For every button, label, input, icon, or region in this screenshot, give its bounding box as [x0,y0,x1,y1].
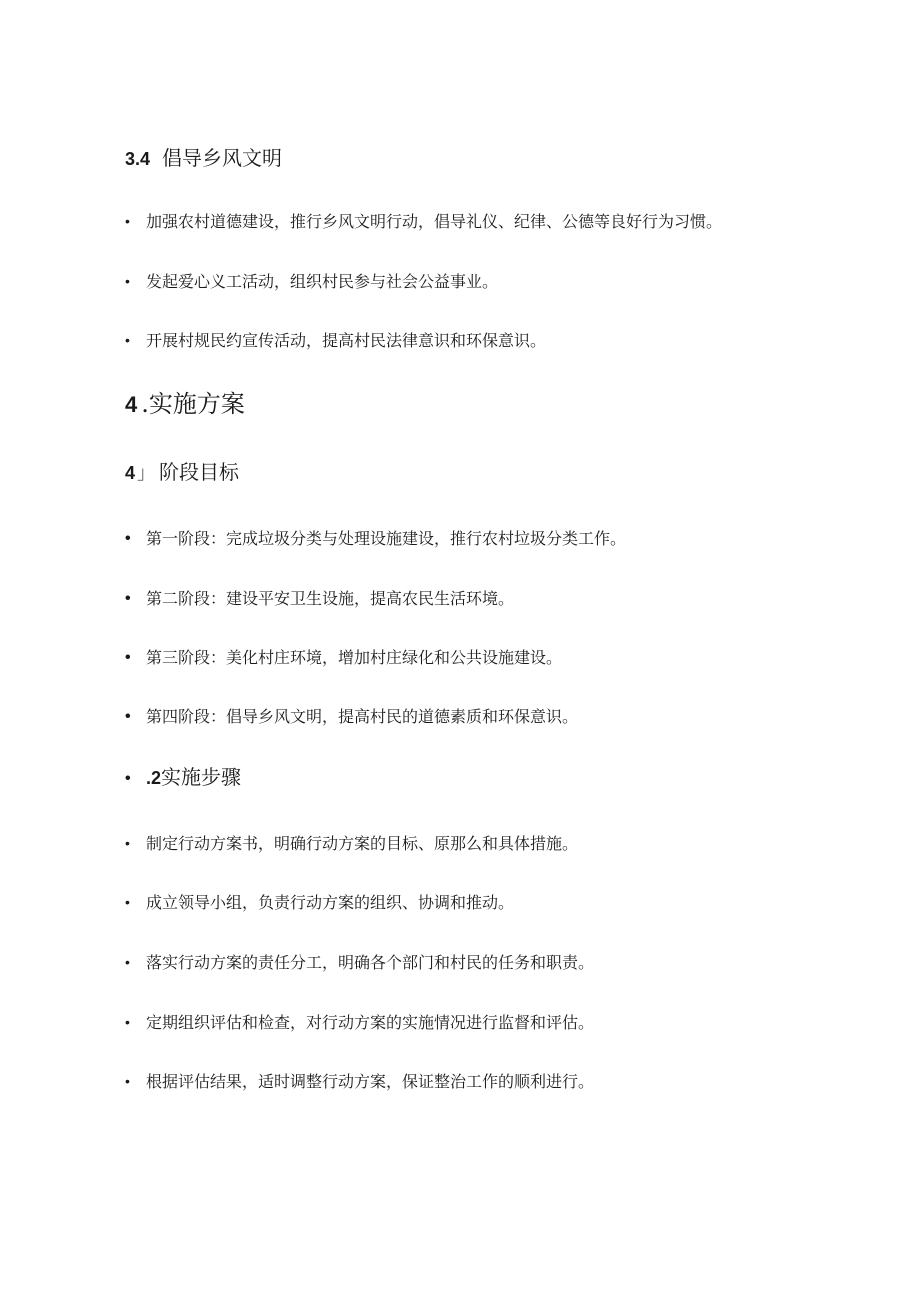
heading-4 [125,390,920,419]
bullet: • [125,530,131,547]
list-item-text: 第三阶段：美化村庄环境，增加村庄绿化和公共设施建设。 [146,648,563,667]
heading-number: 4 [125,392,138,417]
list-item [125,329,920,352]
heading-4-2 [125,765,920,791]
list-item-text: 第一阶段：完成垃圾分类与处理设施建设，推行农村垃圾分类工作。 [146,529,627,548]
heading-title: 倡导乡风文明 [162,146,283,170]
bullet: • [125,954,130,970]
bullet: • [125,273,130,289]
bullet: • [125,332,130,348]
list-item [125,706,920,728]
list-item [125,1070,920,1093]
heading-4-1 [125,460,920,485]
list-item [125,891,920,914]
heading-number: 3.4 [125,149,151,169]
list-item-text: 根据评估结果，适时调整行动方案，保证整治工作的顺利进行。 [146,1072,595,1091]
bullet: • [125,590,131,607]
heading-number: .2 [146,768,162,788]
list-item [125,270,920,293]
list-item-text: 第四阶段：倡导乡风文明，提高村民的道德素质和环保意识。 [146,707,579,726]
list-item-text: 发起爱心义工活动，组织村民参与社会公益事业。 [146,272,499,291]
bullet: • [125,770,131,787]
list-item-text: 成立领导小组，负责行动方案的组织、协调和推动。 [146,893,515,912]
list-item [125,210,920,233]
bullet: • [125,1073,130,1089]
list-item [125,832,920,855]
list-item [125,647,920,669]
bullet: • [125,835,130,851]
list-item [125,528,920,550]
bullet: • [125,894,130,910]
list-item-text: 制定行动方案书，明确行动方案的目标、原那么和具体措施。 [146,834,579,853]
list-item [125,1011,920,1034]
heading-number: 4 [125,463,136,483]
heading-title: 实施步骤 [161,765,242,789]
bullet: • [125,213,130,229]
bullet: • [125,708,131,725]
heading-3-4 [125,146,920,171]
list-item [125,951,920,974]
heading-title: 阶段目标 [159,460,240,484]
list-item-text: 落实行动方案的责任分工，明确各个部门和村民的任务和职责。 [146,953,595,972]
list-item-text: 定期组织评估和检查，对行动方案的实施情况进行监督和评估。 [146,1013,595,1032]
list-item-text: 第二阶段：建设平安卫生设施，提高农民生活环境。 [146,589,515,608]
heading-title: .实施方案 [141,390,245,418]
list-item [125,588,920,610]
heading-separator: 」 [137,463,156,483]
bullet: • [125,649,131,666]
bullet: • [125,1014,130,1030]
list-item-text: 加强农村道德建设，推行乡风文明行动，倡导礼仪、纪律、公德等良好行为习惯。 [146,212,723,231]
list-item-text: 开展村规民约宣传活动，提高村民法律意识和环保意识。 [146,331,547,350]
